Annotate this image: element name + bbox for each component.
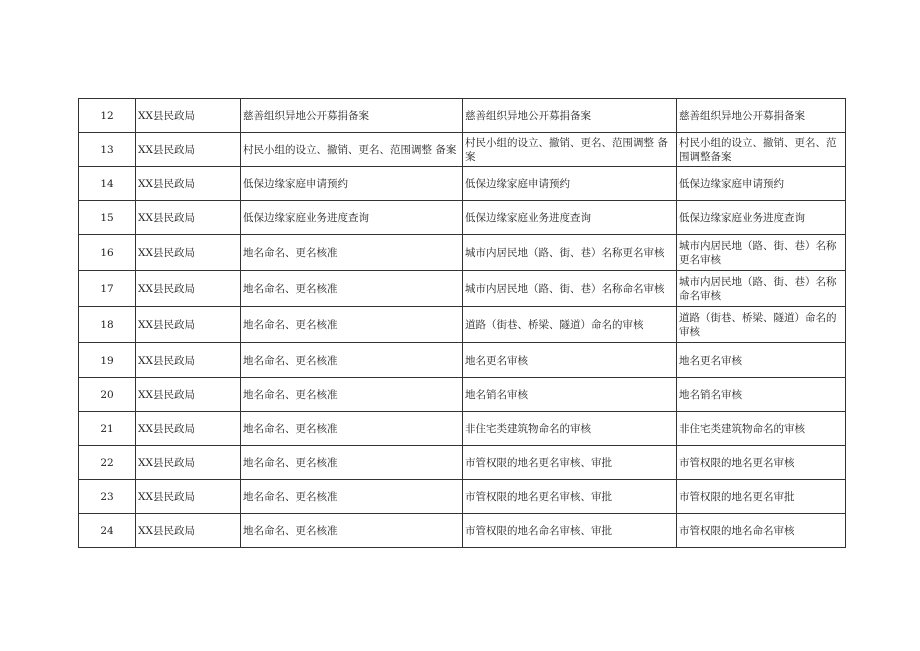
department-cell: XX县民政局 [136,412,241,446]
row-number: 13 [79,133,136,167]
item-name-cell: 地名命名、更名核准 [241,412,463,446]
row-number: 14 [79,167,136,201]
item-name-cell: 地名命名、更名核准 [241,378,463,412]
table-row [79,201,846,235]
implementation-item-cell: 非住宅类建筑物命名的审核 [677,412,846,446]
row-number: 24 [79,514,136,548]
department-cell: XX县民政局 [136,378,241,412]
row-number: 22 [79,446,136,480]
sub-item-cell: 城市内居民地（路、街、巷）名称更名审核 [463,235,677,271]
item-name-cell: 村民小组的设立、撤销、更名、范围调整 备案 [241,133,463,167]
implementation-item-cell: 市管权限的地名命名审核 [677,514,846,548]
sub-item-cell: 道路（街巷、桥梁、隧道）命名的审核 [463,307,677,343]
row-number: 23 [79,480,136,514]
item-name-cell: 地名命名、更名核准 [241,271,463,307]
department-cell: XX县民政局 [136,514,241,548]
sub-item-cell: 低保边缘家庭申请预约 [463,167,677,201]
implementation-item-cell: 市管权限的地名更名审核 [677,446,846,480]
table-row [79,235,846,271]
item-name-cell: 低保边缘家庭申请预约 [241,167,463,201]
implementation-item-cell: 道路（街巷、桥梁、隧道）命名的审核 [677,307,846,343]
implementation-item-cell: 低保边缘家庭业务进度查询 [677,201,846,235]
department-cell: XX县民政局 [136,99,241,133]
item-name-cell: 地名命名、更名核准 [241,235,463,271]
table-row [79,307,846,343]
item-name-cell: 地名命名、更名核准 [241,343,463,378]
sub-item-cell: 非住宅类建筑物命名的审核 [463,412,677,446]
row-number: 20 [79,378,136,412]
document-page [78,98,846,548]
table-row [79,412,846,446]
table-row [79,480,846,514]
table-row [79,514,846,548]
implementation-item-cell: 地名更名审核 [677,343,846,378]
implementation-item-cell: 低保边缘家庭申请预约 [677,167,846,201]
department-cell: XX县民政局 [136,446,241,480]
table-row [79,99,846,133]
item-name-cell: 地名命名、更名核准 [241,480,463,514]
sub-item-cell: 村民小组的设立、撤销、更名、范围调整 备案 [463,133,677,167]
implementation-item-cell: 慈善组织异地公开募捐备案 [677,99,846,133]
department-cell: XX县民政局 [136,480,241,514]
table-row [79,378,846,412]
item-name-cell: 地名命名、更名核准 [241,514,463,548]
row-number: 18 [79,307,136,343]
sub-item-cell: 城市内居民地（路、街、巷）名称命名审核 [463,271,677,307]
row-number: 12 [79,99,136,133]
department-cell: XX县民政局 [136,343,241,378]
row-number: 16 [79,235,136,271]
department-cell: XX县民政局 [136,271,241,307]
table-row [79,133,846,167]
table-row [79,271,846,307]
sub-item-cell: 地名销名审核 [463,378,677,412]
implementation-item-cell: 市管权限的地名更名审批 [677,480,846,514]
department-cell: XX县民政局 [136,167,241,201]
sub-item-cell: 市管权限的地名命名审核、审批 [463,514,677,548]
table-row [79,446,846,480]
row-number: 17 [79,271,136,307]
sub-item-cell: 地名更名审核 [463,343,677,378]
item-name-cell: 低保边缘家庭业务进度查询 [241,201,463,235]
item-name-cell: 地名命名、更名核准 [241,307,463,343]
implementation-item-cell: 地名销名审核 [677,378,846,412]
department-cell: XX县民政局 [136,307,241,343]
row-number: 15 [79,201,136,235]
department-cell: XX县民政局 [136,235,241,271]
table-row [79,343,846,378]
item-name-cell: 地名命名、更名核准 [241,446,463,480]
implementation-item-cell: 城市内居民地（路、街、巷）名称 更名审核 [677,235,846,271]
service-items-table [78,98,846,548]
implementation-item-cell: 村民小组的设立、撤销、更名、范围调整备案 [677,133,846,167]
sub-item-cell: 慈善组织异地公开募捐备案 [463,99,677,133]
sub-item-cell: 市管权限的地名更名审核、审批 [463,446,677,480]
implementation-item-cell: 城市内居民地（路、街、巷）名称 命名审核 [677,271,846,307]
item-name-cell: 慈善组织异地公开募捐备案 [241,99,463,133]
row-number: 19 [79,343,136,378]
sub-item-cell: 低保边缘家庭业务进度查询 [463,201,677,235]
table-row [79,167,846,201]
department-cell: XX县民政局 [136,133,241,167]
row-number: 21 [79,412,136,446]
sub-item-cell: 市管权限的地名更名审核、审批 [463,480,677,514]
department-cell: XX县民政局 [136,201,241,235]
